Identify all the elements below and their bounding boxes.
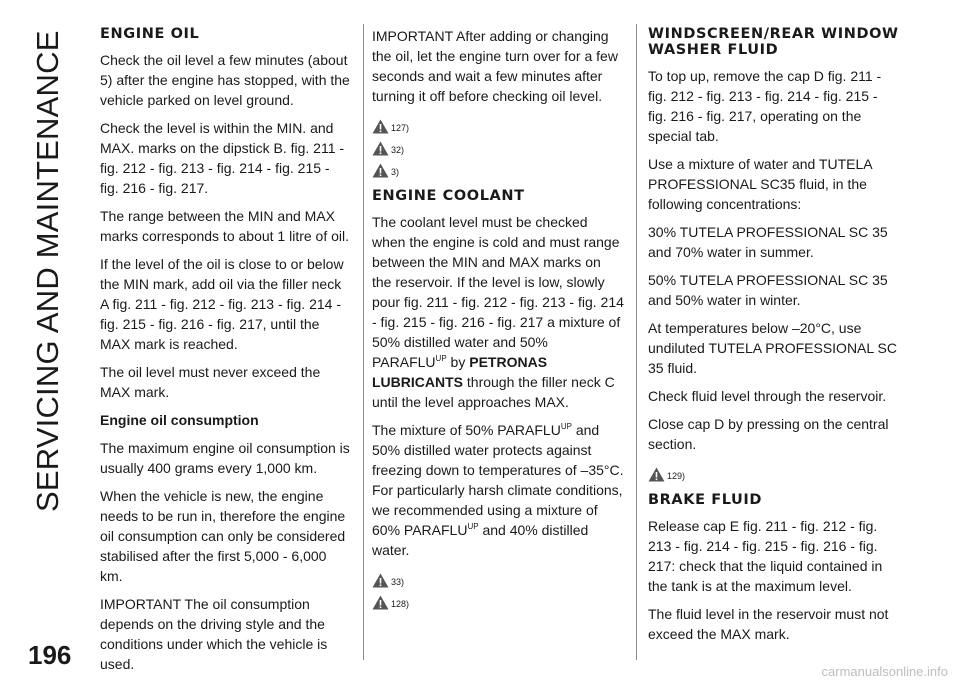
warning-ref-number: 128) xyxy=(391,599,410,609)
paragraph: Check fluid level through the reservoir. xyxy=(648,388,887,404)
paragraph: The mixture of 50% $PARAFLU^{UP}$ and 50% distilled water protects against freezing down to temperatures of –35°C. For particularly harsh climate conditions, we recommended using a mixture of 60% $PARAFLU^{UP}$ and 40% distilled water. xyxy=(372,422,624,558)
warning-reference xyxy=(372,158,624,178)
warning-triangle-icon xyxy=(372,119,389,134)
warning-triangle-icon xyxy=(372,141,389,156)
section-title: SERVICING AND MAINTENANCE xyxy=(30,30,65,512)
paragraph: The coolant level must be checked when the engine is cold and must range between the MIN and MAX marks on the reservoir. If the level is low, slowly pour fig. 211 - fig. 212 - fig. 213 - fig. 214 - fig. 215 - fig. 216 - fig. 217 a mixture of 50% distilled water and 50% $PARAFLU^{UP}$ by PETRONAS LUBRICANTS through the filler neck C until the level approaches MAX. xyxy=(372,214,624,410)
brand-name: PETRONAS LUBRICANTS xyxy=(372,354,548,390)
warning-triangle-icon xyxy=(648,467,665,482)
warning-ref-number: 33) xyxy=(391,577,405,587)
warning-ref-number: 127) xyxy=(391,123,410,133)
paragraph: The oil level must never exceed the MAX mark. xyxy=(100,364,321,400)
column-washer-brake xyxy=(648,26,900,652)
warning-ref-number: 32) xyxy=(391,145,405,155)
paragraph: If the level of the oil is close to or below the MIN mark, add oil via the filler neck A fig. 211 - fig. 212 - fig. 213 - fig. 214 - fig. 215 - fig. 216 - fig. 217, until the MAX mark is reached. xyxy=(100,256,344,352)
page-number: 196 xyxy=(28,640,72,670)
warning-triangle-icon xyxy=(372,573,389,588)
paragraph: IMPORTANT The oil consumption depends on the driving style and the conditions under which the vehicle is used. xyxy=(100,596,328,672)
paragraph: Use a mixture of water and TUTELA PROFESSIONAL SC35 fluid, in the following concentrations: xyxy=(648,156,872,212)
column-divider xyxy=(636,24,637,660)
paragraph: To top up, remove the cap D fig. 211 - fig. 212 - fig. 213 - fig. 214 - fig. 215 - fig. 216 - fig. 217, operating on the special tab. xyxy=(648,68,882,144)
column-divider xyxy=(363,24,364,660)
subheading-oil-consumption: Engine oil consumption xyxy=(100,412,259,428)
paragraph: At temperatures below –20°C, use undiluted TUTELA PROFESSIONAL SC 35 fluid. xyxy=(648,320,897,376)
heading-engine-oil: ENGINE OIL xyxy=(100,26,200,42)
paragraph: When the vehicle is new, the engine needs to be run in, therefore the engine oil consumption can only be considered stabilised after the first 5,000 - 6,000 km. xyxy=(100,488,346,584)
warning-reference xyxy=(372,568,624,588)
watermark: carmanualsonline.info xyxy=(821,664,948,679)
warning-reference xyxy=(372,114,624,134)
paragraph: The fluid level in the reservoir must not exceed the MAX mark. xyxy=(648,606,889,642)
warning-ref-number: 129) xyxy=(667,471,686,481)
warning-reference xyxy=(648,462,900,482)
paragraph: 30% TUTELA PROFESSIONAL SC 35 and 70% water in summer. xyxy=(648,224,888,260)
paragraph: IMPORTANT After adding or changing the oil, let the engine turn over for a few seconds and wait a few minutes after turning it off before checking oil level. xyxy=(372,28,618,104)
warning-reference xyxy=(372,136,624,156)
heading-washer-fluid: WINDSCREEN/REAR WINDOW WASHER FLUID xyxy=(648,26,899,58)
paragraph: The maximum engine oil consumption is usually 400 grams every 1,000 km. xyxy=(100,440,350,476)
warning-ref-number: 3) xyxy=(391,167,400,177)
heading-brake-fluid: BRAKE FLUID xyxy=(648,492,763,508)
warning-triangle-icon xyxy=(372,595,389,610)
column-engine-coolant xyxy=(372,26,624,612)
warning-triangle-icon xyxy=(372,163,389,178)
warning-reference xyxy=(372,590,624,610)
paragraph: 50% TUTELA PROFESSIONAL SC 35 and 50% water in winter. xyxy=(648,272,888,308)
paragraph: Release cap E fig. 211 - fig. 212 - fig. 213 - fig. 214 - fig. 215 - fig. 216 - fig. 217: check that the liquid contained in the tank is at the maximum level. xyxy=(648,518,883,594)
column-engine-oil xyxy=(100,26,352,682)
paragraph: The range between the MIN and MAX marks corresponds to about 1 litre of oil. xyxy=(100,208,350,244)
paragraph: Close cap D by pressing on the central section. xyxy=(648,416,889,452)
paragraph: Check the oil level a few minutes (about 5) after the engine has stopped, with the vehicle parked on level ground. xyxy=(100,52,350,108)
paragraph: Check the level is within the MIN. and MAX. marks on the dipstick B. fig. 211 - fig. 212 - fig. 213 - fig. 214 - fig. 215 - fig. 216 - fig. 217. xyxy=(100,120,345,196)
heading-engine-coolant: ENGINE COOLANT xyxy=(372,188,525,204)
